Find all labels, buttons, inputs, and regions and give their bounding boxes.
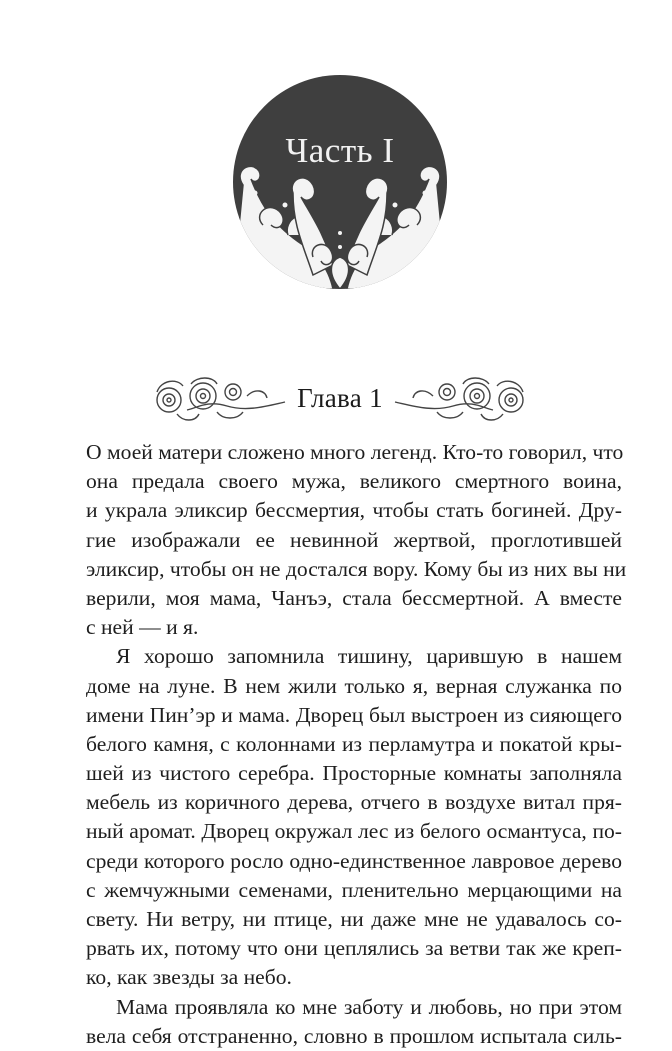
text-line: свету. Ни ветру, ни птице, ни даже мне не удавалось со- [86,907,622,931]
part-title: Часть I [285,131,395,170]
text-line: Мама проявляла ко мне заботу и любовь, но при этом [116,994,622,1019]
text-line: Я хорошо запомнила тишину, царившую в нашем [116,644,622,669]
text-line: среди которого росло одно-единственное лавровое дерево [86,848,622,873]
chapter-body-text [86,438,627,1051]
text-line: ко, как звезды за небо. [86,965,292,990]
text-line: рвать их, потому что они цеплялись за ветви так же креп- [86,936,622,961]
text-line: имени Пин’эр и мама. Дворец был выстроен из сияющего [86,702,622,727]
text-line: и украла эликсир бессмертия, чтобы стать богиней. Дру- [86,498,622,523]
text-line: верили, моя мама, Чанъэ, стала бессмертной. А вместе [86,585,622,610]
text-line: шей из чистого серебра. Просторные комнаты заполняла [86,761,622,786]
text-line: эликсир, чтобы он не достался вору. Кому бы из них вы ни [86,556,627,581]
text-line: гие изображали ее невинной жертвой, проглотившей [86,527,622,552]
text-line: О моей матери сложено много легенд. Кто-то говорил, что [86,440,624,464]
text-line: вела себя отстраненно, словно в прошлом испытала силь- [86,1023,622,1048]
text-line: белого камня, с колоннами из перламутра и покатой кры- [86,731,622,756]
text-line: с ней — и я. [86,615,199,640]
wave-cloud-ornament-icon [233,75,447,289]
part-heading-disc [233,75,447,289]
text-line: ный аромат. Дворец окружал лес из белого османтуса, по- [86,819,622,844]
text-line: она предала своего мужа, великого смертного воина, [86,469,622,494]
text-line: доме на луне. В нем жили только я, верная служанка по [86,673,622,698]
text-line: мебель из коричного дерева, отчего в воздухе витал пря- [86,790,622,815]
cloud-flourish-right-icon [393,372,533,424]
text-line: с жемчужными семенами, пленительно мерцающими на [86,877,622,902]
chapter-heading [140,370,540,426]
cloud-flourish-left-icon [147,372,287,424]
chapter-title: Глава 1 [297,382,383,413]
